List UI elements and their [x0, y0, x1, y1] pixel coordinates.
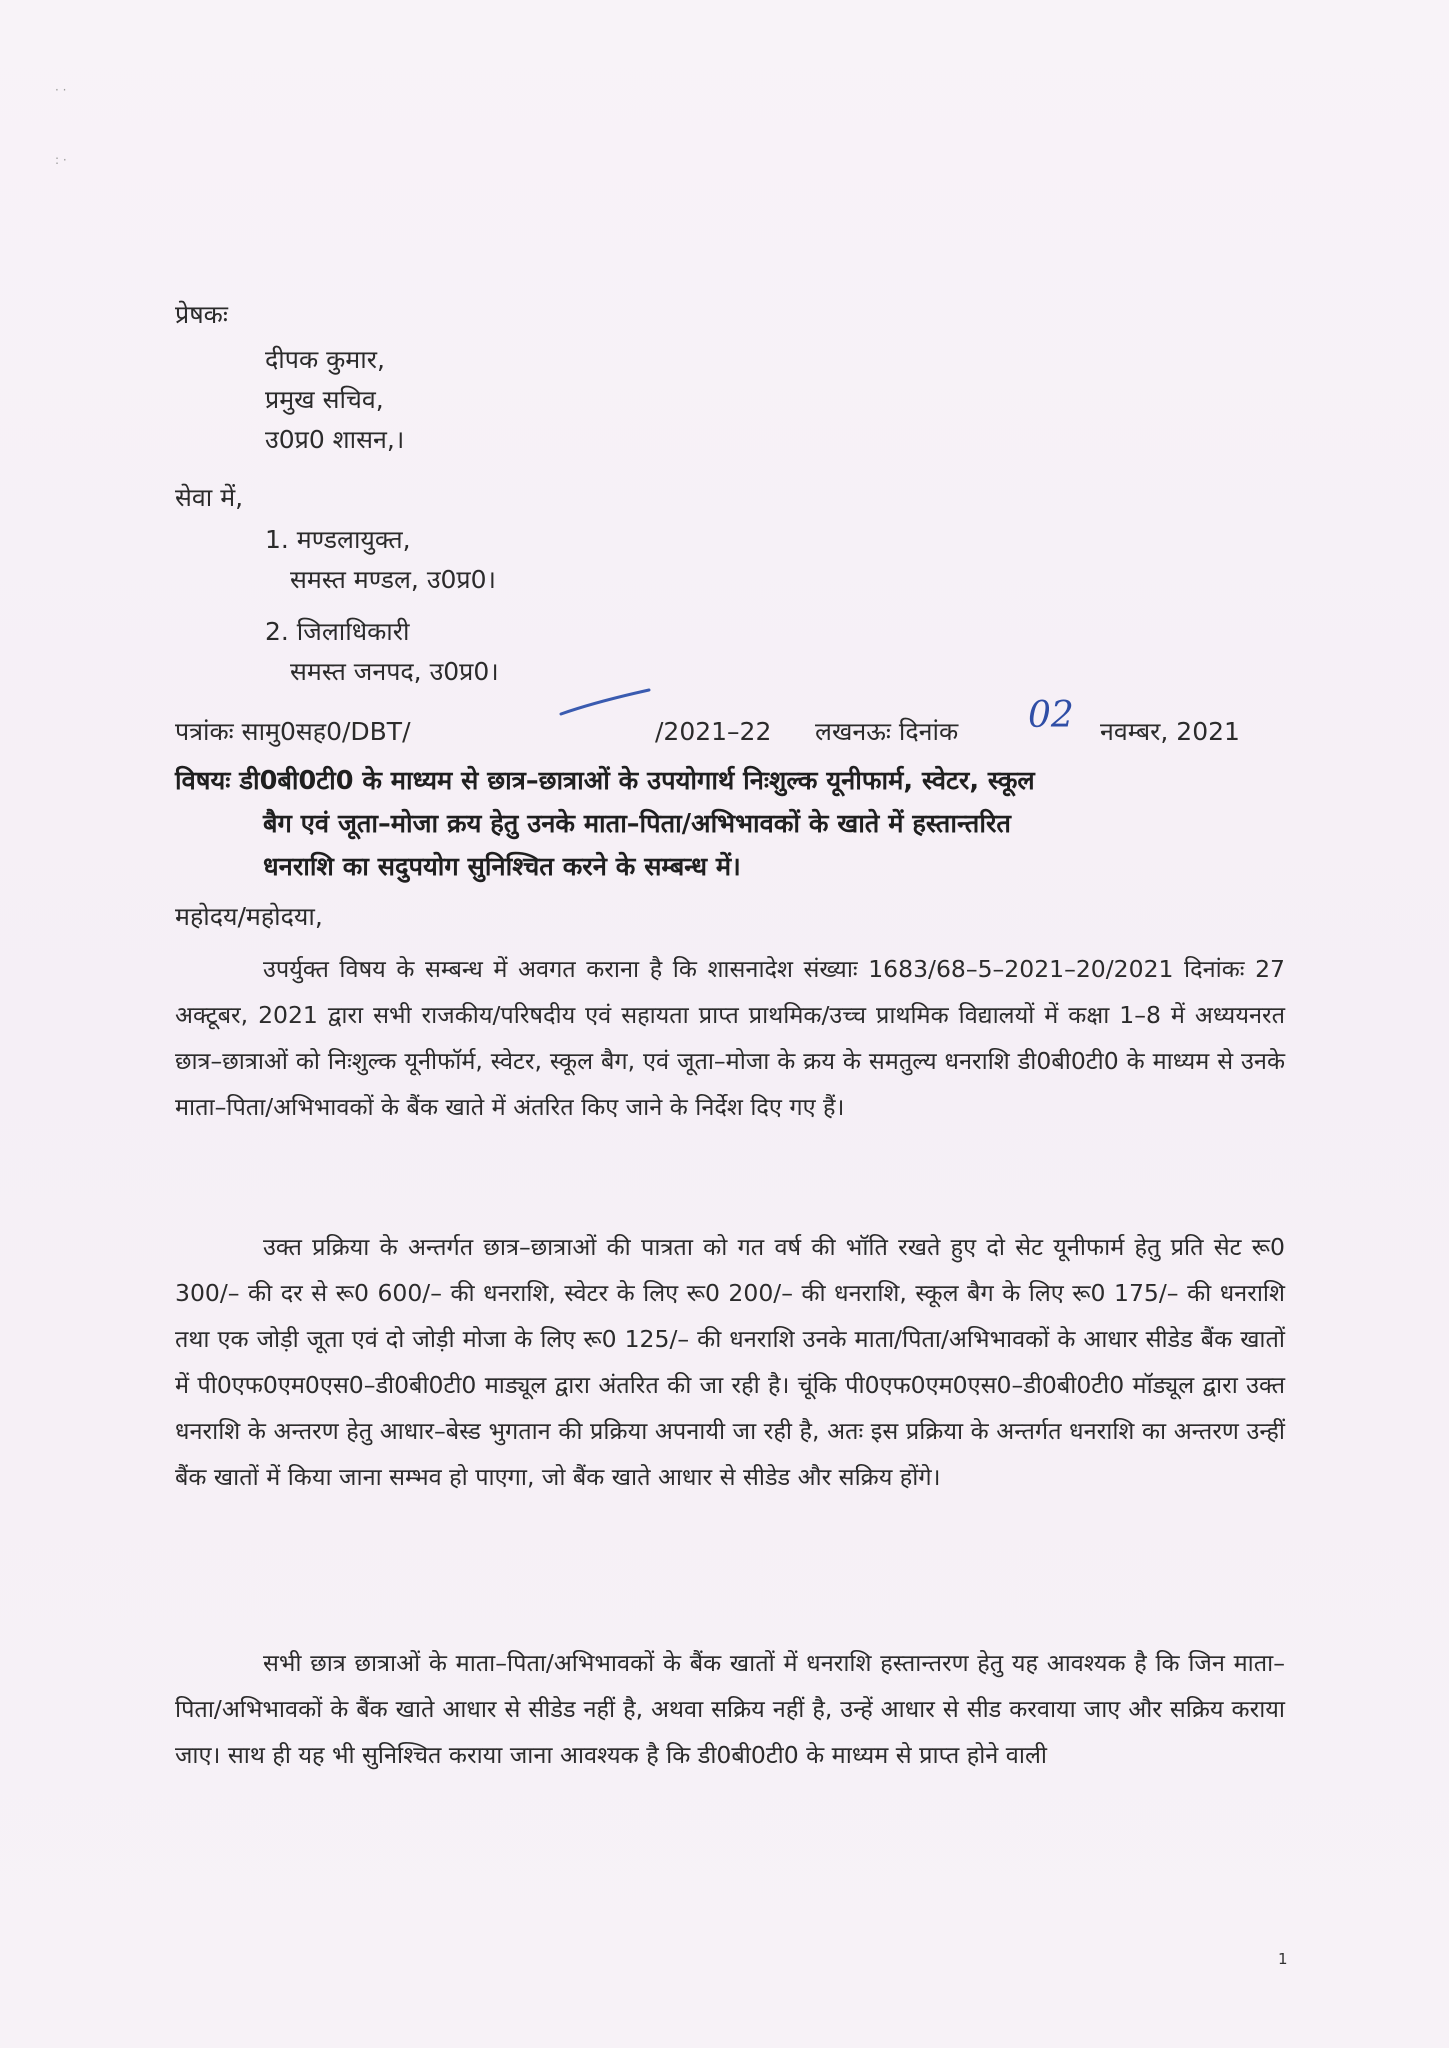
recipient-1-scope: समस्त मण्डल, उ0प्र0। — [290, 565, 497, 594]
subject-line-2: बैग एवं जूता–मोजा क्रय हेतु उनके माता–पिता/अभिभावकों के खाते में हस्तान्तरित — [263, 809, 1011, 839]
recipient-2-title: 2. जिलाधिकारी — [265, 617, 410, 646]
subject-line-1: डी0बी0टी0 के माध्यम से छात्र–छात्राओं के उपयोगार्थ निःशुल्क यूनीफार्म, स्वेटर, स्कूल — [239, 766, 1035, 796]
subject-block — [175, 760, 1285, 889]
recipient-1-title: 1. मण्डलायुक्त, — [265, 525, 411, 554]
recipient-label: सेवा में, — [175, 483, 244, 512]
page-number: 1 — [1278, 1950, 1288, 1968]
handwritten-tick-mark — [555, 684, 655, 724]
recipient-2-scope: समस्त जनपद, उ0प्र0। — [290, 657, 499, 686]
handwritten-date: 02 — [1028, 695, 1074, 736]
sender-block — [175, 340, 1285, 460]
sender-name: दीपक कुमार, — [265, 345, 385, 374]
paragraph-3: सभी छात्र छात्राओं के माता–पिता/अभिभावकों के बैंक खातों में धनराशि हस्तान्तरण हेतु यह आवश्यक है कि जिन माता–पिता/अभिभावकों के बैंक खाते आधार से सीडेड नहीं है, अथवा सक्रिय नहीं है, उन्हें आधार से सीड करवाया जाए और सक्रिय कराया जाए। साथ ही यह भी सुनिश्चित कराया जाना आवश्यक है कि डी0बी0टी0 के माध्यम से प्राप्त होने वाली — [175, 1649, 1285, 1769]
letter-number: पत्रांकः सामु0सह0/DBT/ — [175, 717, 411, 746]
paragraph-1: उपर्युक्त विषय के सम्बन्ध में अवगत कराना है कि शासनादेश संख्याः 1683/68–5–2021–20/2021 दिनांकः 27 अक्टूबर, 2021 द्वारा सभी राजकीय/परिषदीय एवं सहायता प्राप्त प्राथमिक/उच्च प्राथमिक विद्यालयों में कक्षा 1–8 में अध्ययनरत छात्र–छात्राओं को निःशुल्क यूनीफॉर्म, स्वेटर, स्कूल बैग, एवं जूता–मोजा के क्रय के समतुल्य धनराशि डी0बी0टी0 के माध्यम से उनके माता–पिता/अभिभावकों के बैंक खाते में अंतरित किए जाने के निर्देश दिए गए हैं। — [175, 955, 1285, 1121]
subject-line-3: धनराशि का सदुपयोग सुनिश्चित करने के सम्बन्ध में। — [263, 852, 741, 882]
recipient-block — [175, 520, 1285, 692]
letter-month-year: नवम्बर, 2021 — [1100, 717, 1240, 746]
letter-year: /2021–22 — [655, 717, 772, 746]
salutation: महोदय/महोदया, — [175, 902, 323, 931]
place-date-label: लखनऊः दिनांक — [815, 717, 959, 746]
scan-specks: · · : · — [55, 83, 67, 167]
paragraph-2: उक्त प्रक्रिया के अन्तर्गत छात्र–छात्राओं की पात्रता को गत वर्ष की भॉति रखते हुए दो सेट यूनीफार्म हेतु प्रति सेट रू0 300/– की दर से रू0 600/– की धनराशि, स्वेटर के लिए रू0 200/– की धनराशि, स्कूल बैग के लिए रू0 175/– की धनराशि तथा एक जोड़ी जूता एवं दो जोड़ी मोजा के लिए रू0 125/– की धनराशि उनके माता/पिता/अभिभावकों के आधार सीडेड बैंक खातों में पी0एफ0एम0एस0–डी0बी0टी0 माड्यूल द्वारा अंतरित की जा रही है। चूंकि पी0एफ0एम0एस0–डी0बी0टी0 मॉड्यूल द्वारा उक्त धनराशि के अन्तरण हेतु आधार–बेस्ड भुगतान की प्रक्रिया अपनायी जा रही है, अतः इस प्रक्रिया के अन्तर्गत धनराशि का अन्तरण उन्हीं बैंक खातों में किया जाना सम्भव हो पाएगा, जो बैंक खाते आधार से सीडेड और सक्रिय होंगे। — [175, 1233, 1285, 1491]
sender-label: प्रेषकः — [175, 300, 228, 329]
subject-label: विषयः — [175, 766, 231, 796]
sender-office: उ0प्र0 शासन,। — [265, 425, 405, 454]
sender-designation: प्रमुख सचिव, — [265, 385, 384, 414]
